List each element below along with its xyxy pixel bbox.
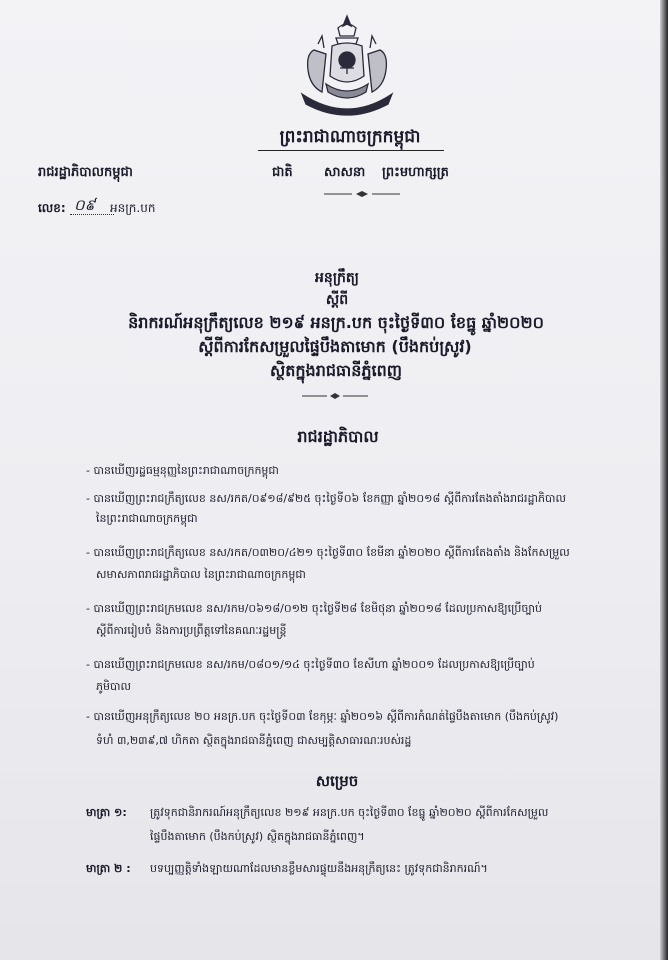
number-suffix: អនក្រ.បក xyxy=(110,201,156,215)
bullet-subdecree-line2: ទំហំ ៣,២៣៩,៧ ហិកតា ស្ថិតក្នុងរាជធានីភ្នំពេញ ជាសម្បត្តិសាធារណៈរបស់រដ្ឋ xyxy=(96,734,412,747)
bullet-decree-1-line2: នៃព្រះរាជាណាចក្រកម្ពុជា xyxy=(96,512,198,525)
decision-heading: សម្រេច xyxy=(315,772,359,790)
bullet-decree-1-line1: - បានឃើញព្រះរាជក្រឹត្យលេខ នស/រកត/០៩១៨/៩២៥ ចុះថ្ងៃទី០៦ ខែកញ្ញា ឆ្នាំ២០១៨ ស្ដីពីការតែងតាំងរាជរដ្ឋាភិបាល xyxy=(86,492,566,505)
number-dotted-line xyxy=(70,214,114,215)
article-1-line1: ត្រូវទុកជានិរាករណ៍អនុក្រឹត្យលេខ ២១៩ អនក្រ.បក ចុះថ្ងៃទី៣០ ខែធ្នូ ឆ្នាំ២០២០ ស្ដីពីការកែសម្រួល xyxy=(150,806,549,819)
bullet-code-1-line2: ស្ដីពីការរៀបចំ និងការប្រព្រឹត្តទៅនៃគណៈរដ្ឋមន្ត្រី xyxy=(96,624,287,637)
subdecree-on: ស្ដីពី xyxy=(325,292,349,308)
article-1-line2: ផ្ទៃបឹងតាមោក (បឹងកប់ស្រូវ) ស្ថិតក្នុងរាជធានីភ្នំពេញ។ xyxy=(150,830,365,843)
bullet-code-2-line1: - បានឃើញព្រះរាជក្រមលេខ នស/រកម/០៨០១/១៤ ចុះថ្ងៃទី៣០ ខែសីហា ឆ្នាំ២០០១ ដែលប្រកាសឱ្យប្រើច្បាប់ xyxy=(86,658,535,671)
bullet-code-2-line2: ភូមិបាល xyxy=(96,680,131,693)
bullet-subdecree-line1: - បានឃើញអនុក្រឹត្យលេខ ២០ អនក្រ.បក ចុះថ្ងៃទី០៣ ខែកុម្ភៈ ឆ្នាំ២០១៦ ស្ដីពីការកំណត់ផ្ទៃបឹងតាមោក (បឹងកប់ស្រូវ) xyxy=(86,710,559,723)
article-2-line1: បទប្បញ្ញត្តិទាំងឡាយណាដែលមានខ្លឹមសារផ្ទុយនឹងអនុក្រឹត្យនេះ ត្រូវទុកជានិរាករណ៍។ xyxy=(150,862,488,875)
motto-king: ព្រះមហាក្សត្រ xyxy=(382,165,449,180)
subdecree-subject-line1: និរាករណ៍អនុក្រឹត្យលេខ ២១៩ អនក្រ.បក ចុះថ្ងៃទី៣០ ខែធ្នូ ឆ្នាំ២០២០ xyxy=(128,313,544,332)
bullet-decree-2-line2: សមាសភាពរាជរដ្ឋាភិបាល នៃព្រះរាជាណាចក្រកម្ពុជា xyxy=(96,568,306,581)
royal-coat-of-arms-emblem xyxy=(292,14,402,126)
kingdom-underline xyxy=(258,150,444,151)
ornament-divider-icon xyxy=(322,190,402,198)
bullet-code-1-line1: - បានឃើញព្រះរាជក្រមលេខ នស/រកម/០៦១៨/០១២ ចុះថ្ងៃទី២៨ ខែមិថុនា ឆ្នាំ២០១៨ ដែលប្រកាសឱ្យប្រើច្បាប់ xyxy=(86,602,542,615)
subdecree-subject-line2: ស្ដីពីការកែសម្រួលផ្ទៃបឹងតាមោក (បឹងកប់ស្រូវ) xyxy=(198,337,472,356)
motto-nation: ជាតិ xyxy=(272,165,293,180)
bullet-constitution: - បានឃើញរដ្ឋធម្មនុញ្ញនៃព្រះរាជាណាចក្រកម្ពុជា xyxy=(86,464,279,477)
government-heading: រាជរដ្ឋាភិបាល xyxy=(297,427,379,446)
motto-religion: សាសនា xyxy=(324,165,366,180)
article-1-label: មាត្រា ១: xyxy=(86,806,127,819)
article-2-label: មាត្រា ២ : xyxy=(86,862,131,875)
subdecree-subject-line3: ស្ថិតក្នុងរាជធានីភ្នំពេញ xyxy=(269,361,403,380)
number-label: លេខ: xyxy=(38,201,66,215)
kingdom-title: ព្រះរាជាណាចក្រកម្ពុជា xyxy=(279,127,421,147)
ornament-divider-icon xyxy=(300,392,370,400)
bullet-decree-2-line1: - បានឃើញព្រះរាជក្រឹត្យលេខ នស/រកត/០៣២០/៤២១ ចុះថ្ងៃទី៣០ ខែមីនា ឆ្នាំ២០២០ ស្ដីពីការតែងតាំង និងកែសម្រួល xyxy=(86,546,570,559)
number-value: ០៩ xyxy=(74,196,96,214)
government-header: រាជរដ្ឋាភិបាលកម្ពុជា xyxy=(38,165,133,180)
page-edge-shadow xyxy=(660,0,668,960)
subdecree-title: អនុក្រឹត្យ xyxy=(315,270,359,286)
